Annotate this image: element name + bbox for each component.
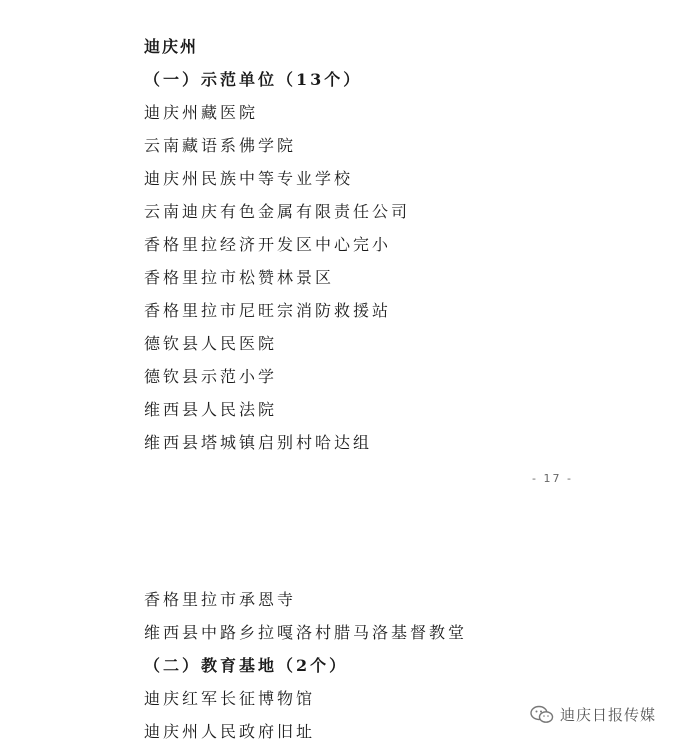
watermark-text: 迪庆日报传媒: [560, 706, 657, 724]
page-number: - 17 -: [532, 472, 573, 485]
list-item: 维西县塔城镇启别村哈达组: [144, 433, 373, 452]
region-title: 迪庆州: [144, 37, 199, 56]
list-item: 德钦县人民医院: [144, 334, 278, 353]
list-item: 香格里拉市承恩寺: [144, 590, 297, 609]
list-item: 云南迪庆有色金属有限责任公司: [144, 202, 411, 221]
wechat-icon: [530, 705, 554, 725]
list-item: 香格里拉市松赞林景区: [144, 268, 335, 287]
list-item: 云南藏语系佛学院: [144, 136, 297, 155]
list-item: 香格里拉市尼旺宗消防救援站: [144, 301, 392, 320]
list-item: 迪庆红军长征博物馆: [144, 689, 316, 708]
section-title-education-bases: （二）教育基地（2个）: [144, 656, 349, 675]
list-item: 香格里拉经济开发区中心完小: [144, 235, 392, 254]
list-item: 维西县中路乡拉嘎洛村腊马洛基督教堂: [144, 623, 468, 642]
list-item: 迪庆州藏医院: [144, 103, 259, 122]
list-item: 迪庆州民族中等专业学校: [144, 169, 354, 188]
section-title-demonstration-units: （一）示范单位（13个）: [144, 70, 363, 89]
list-item: 维西县人民法院: [144, 400, 278, 419]
watermark: [530, 704, 656, 725]
list-item: 德钦县示范小学: [144, 367, 278, 386]
list-item: 迪庆州人民政府旧址: [144, 722, 316, 741]
